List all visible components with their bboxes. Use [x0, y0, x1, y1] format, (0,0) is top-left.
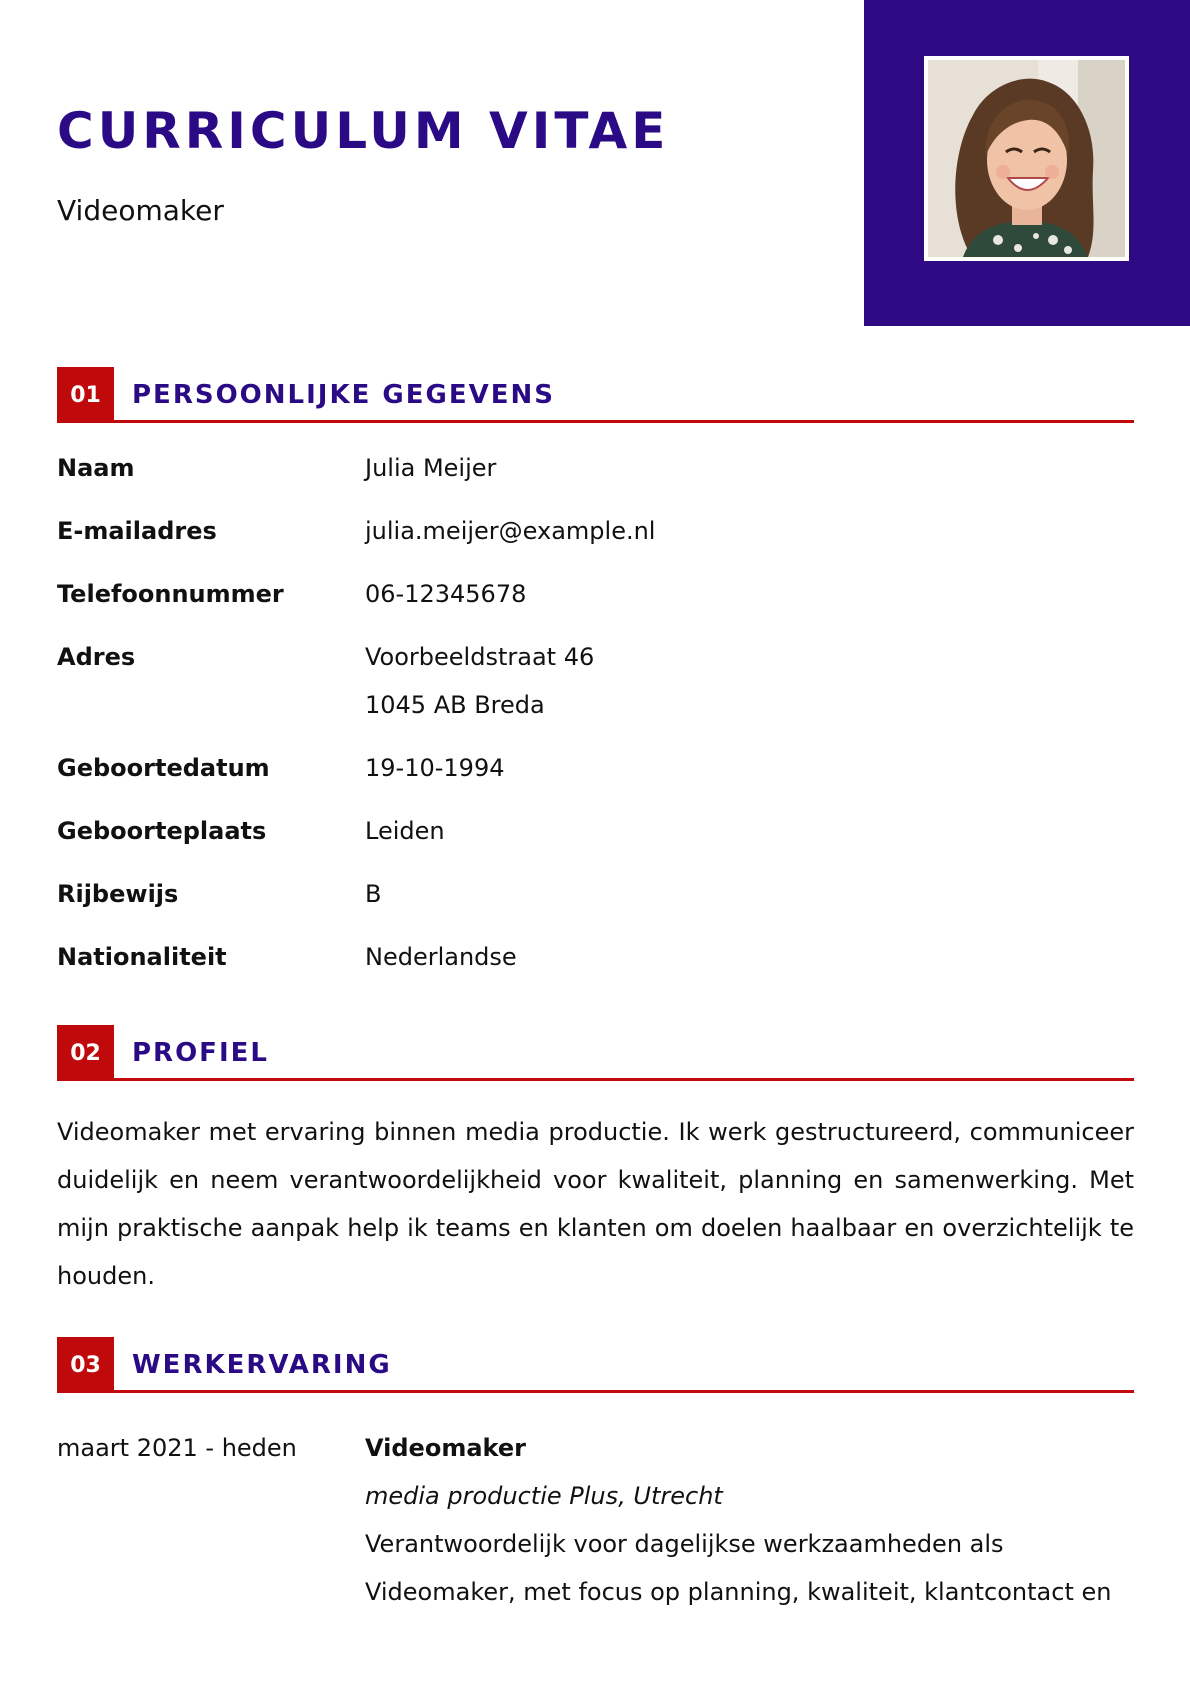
detail-value: 06-12345678 — [365, 580, 527, 608]
profile-text: Videomaker met ervaring binnen media productie. Ik werk gestructureerd, communiceer duidelijk en neem verantwoordelijkheid voor kwaliteit, planning en samenwerking. Met mijn praktische aanpak help ik teams en klanten om doelen haalbaar en overzichtelijk te houden. — [57, 1118, 1134, 1290]
section-divider — [114, 1078, 1134, 1081]
work-details — [365, 1424, 1134, 1616]
detail-row — [57, 944, 1134, 970]
detail-label: Telefoonnummer — [57, 580, 284, 608]
profile-photo — [924, 56, 1129, 261]
photo-background — [864, 0, 1190, 326]
cv-subtitle: Videomaker — [57, 194, 224, 227]
section-title: WERKERVARING — [132, 1350, 392, 1380]
detail-value: Julia Meijer — [365, 454, 497, 482]
work-item — [57, 1424, 1134, 1616]
detail-value: Nederlandse — [365, 943, 517, 971]
detail-value: Leiden — [365, 817, 445, 845]
detail-row — [57, 881, 1134, 907]
section-title: PROFIEL — [132, 1038, 269, 1068]
detail-label: Nationaliteit — [57, 943, 227, 971]
section-divider — [114, 1390, 1134, 1393]
detail-row — [57, 581, 1134, 607]
section-title: PERSOONLIJKE GEGEVENS — [132, 380, 555, 410]
detail-label: Geboortedatum — [57, 754, 270, 782]
section-number: 01 — [57, 367, 114, 423]
section-divider — [114, 420, 1134, 423]
work-role: Videomaker — [365, 1434, 526, 1462]
section-profile — [57, 1025, 1134, 1081]
section-work — [57, 1337, 1134, 1393]
detail-value: 19-10-1994 — [365, 754, 505, 782]
detail-value: B — [365, 880, 382, 908]
detail-row — [57, 755, 1134, 781]
detail-row — [57, 455, 1134, 481]
detail-value: julia.meijer@example.nl — [365, 517, 656, 545]
section-header — [57, 1337, 1134, 1393]
work-period: maart 2021 - heden — [57, 1434, 297, 1462]
detail-row — [57, 818, 1134, 844]
cv-title: CURRICULUM VITAE — [57, 102, 670, 160]
work-description: Verantwoordelijk voor dagelijkse werkzaamheden als Videomaker, met focus op planning, kwaliteit, klantcontact en — [365, 1530, 1112, 1606]
section-header — [57, 1025, 1134, 1081]
detail-value — [365, 644, 1134, 718]
section-number: 03 — [57, 1337, 114, 1393]
detail-label: Adres — [57, 643, 136, 671]
detail-row — [57, 518, 1134, 544]
detail-row — [57, 644, 1134, 718]
detail-label: Naam — [57, 454, 135, 482]
address-postcode-city: 1045 AB Breda — [365, 691, 545, 719]
detail-label: E-mailadres — [57, 517, 217, 545]
section-number: 02 — [57, 1025, 114, 1081]
work-company: media productie Plus, Utrecht — [365, 1482, 723, 1510]
profile-photo-illustration — [928, 60, 1125, 257]
section-header — [57, 367, 1134, 423]
detail-label: Geboorteplaats — [57, 817, 267, 845]
detail-label: Rijbewijs — [57, 880, 179, 908]
address-street: Voorbeeldstraat 46 — [365, 643, 595, 671]
section-personal — [57, 367, 1134, 423]
personal-details — [57, 455, 1134, 1007]
